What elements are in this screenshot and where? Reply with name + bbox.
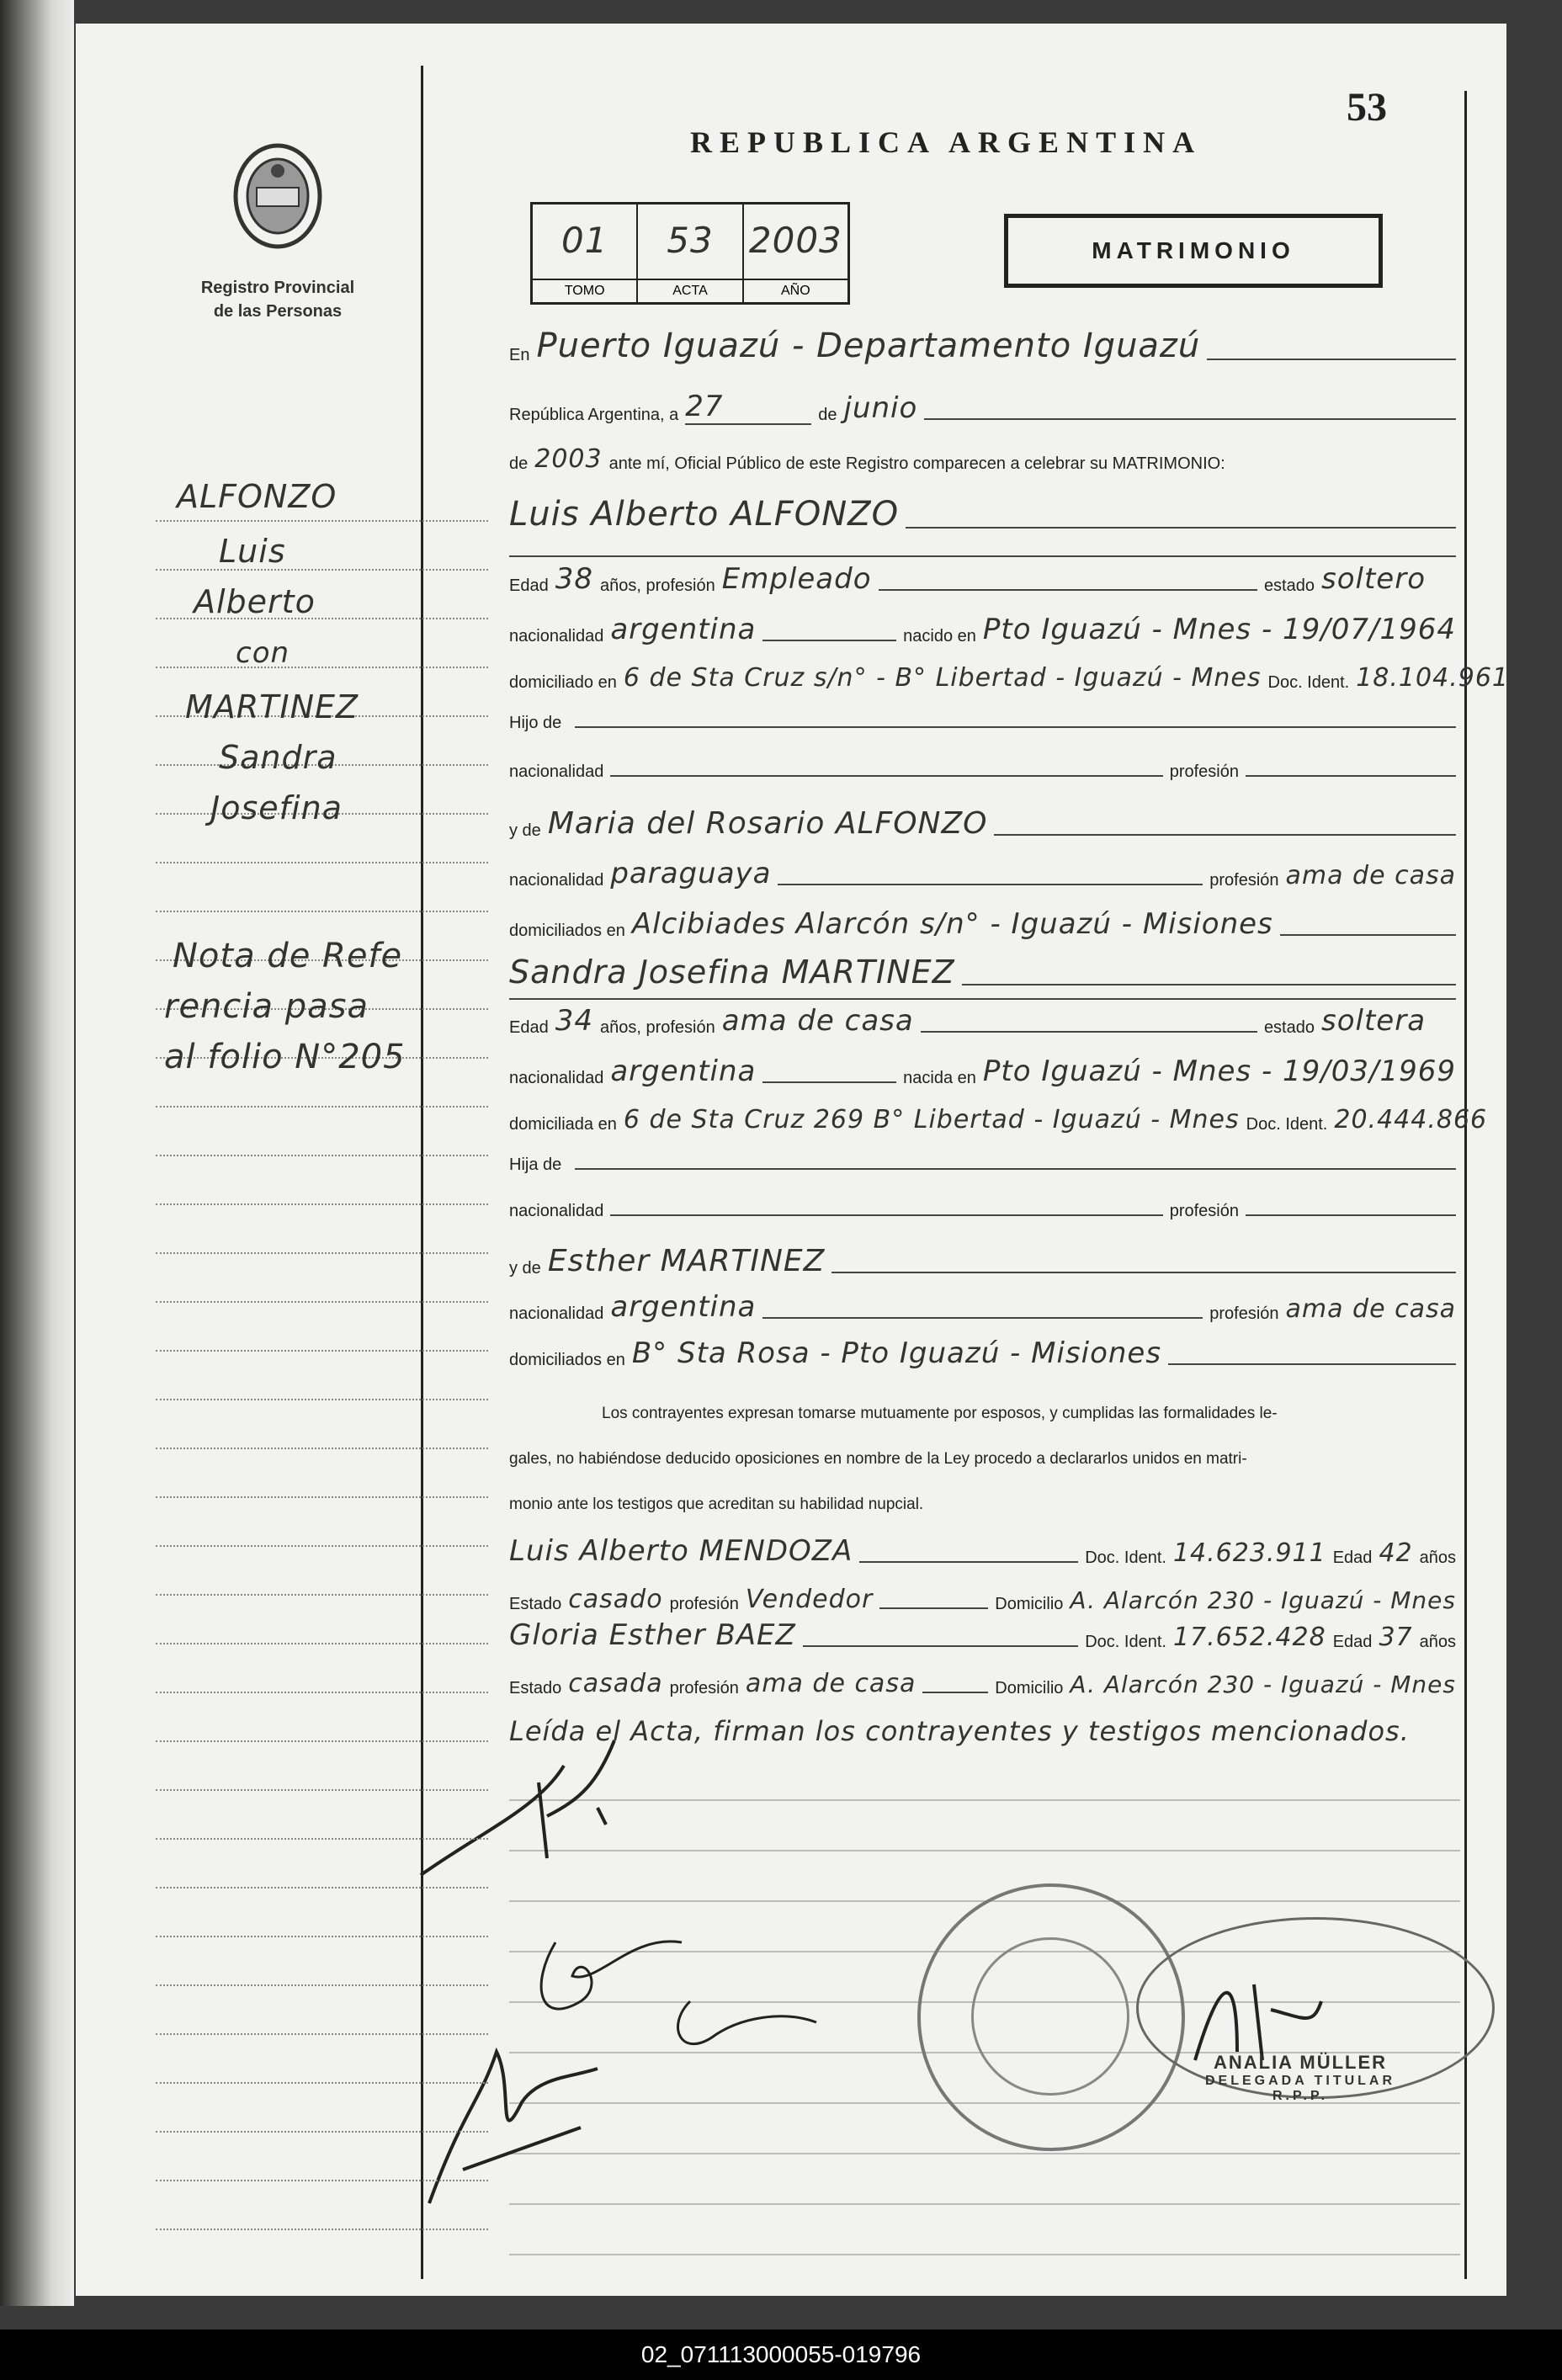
margin-rule	[156, 862, 488, 863]
body-rule	[509, 2254, 1460, 2255]
year-row: de 2003 ante mí, Oficial Público de este Registro comparecen a celebrar su MATRIMONIO:	[509, 444, 1225, 474]
bride-mother-row: y de Esther MARTINEZ	[509, 1244, 1456, 1278]
signatures	[412, 1732, 1001, 2237]
bride-mother-details-row: nacionalidad argentina profesión ama de casa	[509, 1290, 1456, 1324]
margin-rule	[156, 1692, 488, 1693]
right-border	[1464, 91, 1467, 2279]
margin-rule	[156, 1106, 488, 1108]
margin-rule	[156, 911, 488, 912]
margin-rule	[156, 1496, 488, 1498]
groom-address-row: domiciliado en 6 de Sta Cruz s/n° - B° Libertad - Iguazú - Mnes Doc. Ident. 18.104.961	[509, 663, 1509, 693]
closing-row: Leída el Acta, firman los contrayentes y testigos mencionados.	[509, 1715, 1410, 1747]
margin-rule	[156, 1936, 488, 1937]
bride-name-row: Sandra Josefina MARTINEZ	[509, 954, 1456, 991]
margin-rule	[156, 667, 488, 668]
registry-seal	[231, 141, 324, 251]
country-title: REPUBLICA ARGENTINA	[690, 125, 1203, 159]
margin-rule	[156, 2180, 488, 2181]
official-block: ANALIA MÜLLER DELEGADA TITULAR R.P.P.	[1204, 2052, 1396, 2103]
page-number: 53	[1347, 85, 1387, 130]
registry-name: Registro Provincial de las Personas	[200, 279, 355, 321]
margin-reference-note-1: Nota de Refe	[173, 937, 403, 975]
place-row: En Puerto Iguazú - Departamento Iguazú	[509, 327, 1456, 365]
margin-surname: ALFONZO	[177, 478, 337, 515]
margin-rule	[156, 1838, 488, 1840]
bride-father-row: Hija de	[509, 1155, 1456, 1175]
margin-bride-surname: MARTINEZ	[185, 688, 359, 725]
book-binding	[0, 0, 74, 2306]
groom-nationality-row: nacionalidad argentina nacido en Pto Iguazú - Mnes - 19/07/1964	[509, 613, 1456, 646]
margin-rule	[156, 1643, 488, 1644]
margin-rule	[156, 1984, 488, 1986]
groom-father-details-row: nacionalidad profesión	[509, 762, 1456, 782]
margin-rule	[156, 2229, 488, 2230]
groom-parents-address-row: domiciliados en Alcibiades Alarcón s/n° - Iguazú - Misiones	[509, 907, 1456, 941]
margin-rule	[156, 1203, 488, 1205]
groom-double-rule	[509, 555, 1456, 557]
bride-address-row: domiciliada en 6 de Sta Cruz 269 B° Libertad - Iguazú - Mnes Doc. Ident. 20.444.866	[509, 1105, 1488, 1134]
declaration-text: Los contrayentes expresan tomarse mutuamente por esposos, y cumplidas las formalidades le- gales, no habiéndose deducido oposiciones en nombre de la Ley procedo a declararlos unidos en matri- monio ante los testigos que acreditan su habilidad nupcial.	[509, 1405, 1278, 1513]
margin-rule	[156, 1594, 488, 1596]
margin-rule	[156, 1448, 488, 1449]
image-id-footer: 02_071113000055-019796	[0, 2330, 1562, 2380]
register-box	[530, 202, 850, 305]
margin-rule	[156, 2082, 488, 2084]
margin-given-2: Alberto	[194, 583, 316, 620]
certificate-page	[76, 24, 1509, 2296]
witness-1-details-row: Estado casado profesión Vendedor Domicilio A. Alarcón 230 - Iguazú - Mnes	[509, 1585, 1456, 1614]
groom-name-row: Luis Alberto ALFONZO	[509, 495, 1456, 534]
margin-rule	[156, 569, 488, 571]
stamp-inner-ring	[971, 1937, 1129, 2096]
groom-father-row: Hijo de	[509, 714, 1456, 733]
margin-bride-given-2: Josefina	[210, 789, 343, 826]
witness-2-details-row: Estado casada profesión ama de casa Domicilio A. Alarcón 230 - Iguazú - Mnes	[509, 1669, 1456, 1698]
margin-given-1: Luis	[219, 533, 286, 570]
tomo-cell: 01 TOMO	[533, 205, 638, 302]
groom-mother-details-row: nacionalidad paraguaya profesión ama de casa	[509, 857, 1456, 890]
bride-father-details-row: nacionalidad profesión	[509, 1202, 1456, 1221]
margin-rule	[156, 2131, 488, 2133]
margin-rule	[156, 520, 488, 522]
margin-rule	[156, 1252, 488, 1254]
date-row: República Argentina, a 27 de junio	[509, 390, 1456, 425]
witness-2-row: Gloria Esther BAEZ Doc. Ident. 17.652.428 Edad 37 años	[509, 1618, 1456, 1652]
margin-rule	[156, 1740, 488, 1742]
margin-con: con	[236, 636, 290, 670]
witness-1-row: Luis Alberto MENDOZA Doc. Ident. 14.623.911 Edad 42 años	[509, 1534, 1456, 1568]
bride-nationality-row: nacionalidad argentina nacida en Pto Iguazú - Mnes - 19/03/1969	[509, 1055, 1456, 1088]
margin-reference-note-2: rencia pasa	[164, 987, 369, 1026]
groom-age-row: Edad 38 años, profesión Empleado estado soltero	[509, 562, 1426, 596]
bride-parents-address-row: domiciliados en B° Sta Rosa - Pto Iguazú - Misiones	[509, 1336, 1456, 1370]
ano-cell: 2003 AÑO	[744, 205, 847, 302]
margin-bride-given-1: Sandra	[219, 739, 337, 776]
bride-double-rule	[509, 998, 1456, 1000]
margin-rule	[156, 1301, 488, 1303]
margin-rule	[156, 1350, 488, 1352]
margin-reference-note-3: al folio N°205	[164, 1038, 406, 1076]
groom-mother-row: y de Maria del Rosario ALFONZO	[509, 806, 1456, 841]
margin-rule	[156, 1545, 488, 1547]
bride-age-row: Edad 34 años, profesión ama de casa estado soltera	[509, 1004, 1427, 1038]
margin-rule	[156, 1399, 488, 1400]
margin-rule	[156, 1155, 488, 1156]
margin-rule	[156, 1887, 488, 1889]
margin-rule	[156, 1789, 488, 1791]
margin-rule	[156, 2033, 488, 2035]
acta-cell: 53 ACTA	[638, 205, 743, 302]
act-type-box: MATRIMONIO	[1004, 214, 1383, 288]
